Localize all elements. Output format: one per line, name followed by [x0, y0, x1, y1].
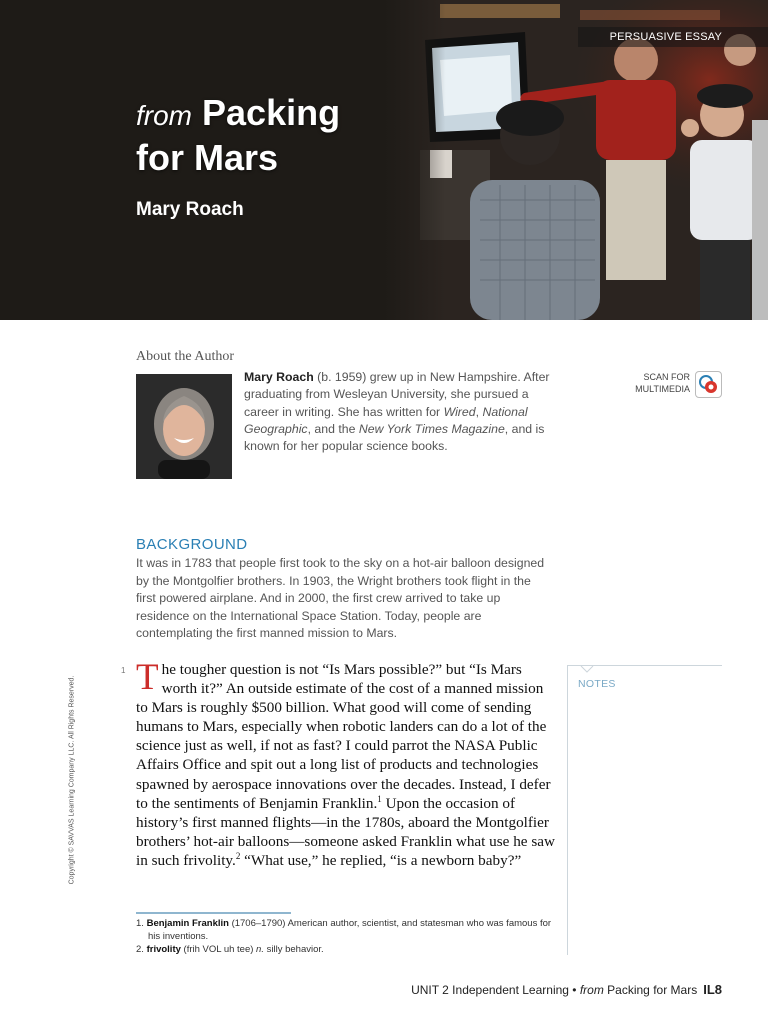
background-heading: BACKGROUND — [136, 536, 248, 553]
footnote-1 — [136, 917, 556, 943]
footnote-ref-1[interactable]: 1 — [377, 793, 382, 804]
title-from: from — [136, 100, 192, 131]
multimedia-scan-icon[interactable] — [695, 371, 722, 398]
footnote-1-num: 1. — [136, 918, 144, 929]
title-line2: for Mars — [136, 137, 279, 178]
about-author-text — [244, 369, 560, 455]
bio-wired: Wired — [443, 404, 476, 419]
background-text: It was in 1783 that people first took to the sky on a hot-air balloon designed by the Montgolfier brothers. In 1903, the Wright brothers took flight in the first powered airplane. And in 2000, the first crew arrived to take up residence on the International Space Station. Today, people are contemplating the first manned mission to Mars. — [136, 556, 545, 640]
author-name-bold: Mary Roach — [244, 370, 314, 384]
scan-label-line2: MULTIMEDIA — [635, 384, 690, 394]
essay-type-tag: PERSUASIVE ESSAY — [578, 27, 768, 47]
footer-unit: UNIT 2 Independent Learning • — [411, 983, 580, 997]
essay-text-1: he tougher question is not “Is Mars possible?” but “Is Mars worth it?” An outside estimate of the cost of a manned mission to Mars is roughly $500 billion. What good will come of sending humans to Mars, especially when robotic landers can do a lot of the science just as well, if not as fast? I could parrot the NASA Public Affairs Office and spit out a long list of products and technologies spawned by aerospace innovations over the decades. Instead, I defer to the sentiments of Benjamin Franklin. — [136, 661, 551, 812]
author-portrait — [136, 374, 232, 479]
page-title — [136, 92, 340, 179]
bio-sep-1: , — [475, 404, 483, 419]
title-main: Packing — [202, 92, 341, 133]
bio-part-2: , and is known for her popular science books. — [244, 421, 545, 454]
about-author-heading: About the Author — [136, 349, 234, 364]
footer-title: Packing for Mars — [603, 983, 698, 997]
hero-banner — [0, 0, 768, 320]
bio-nyt: New York Times Magazine — [358, 421, 505, 436]
paragraph-number: 1 — [121, 666, 126, 675]
footer-from: from — [579, 983, 604, 997]
mission-control-photo — [0, 0, 768, 320]
footnotes — [136, 917, 556, 956]
footnote-2 — [136, 943, 556, 956]
footnote-rule — [136, 912, 291, 914]
footnote-2-pron: (frih VOL uh tee) — [180, 944, 257, 955]
essay-paragraph — [136, 657, 556, 870]
notes-chevron-icon — [580, 665, 594, 673]
author-byline: Mary Roach — [136, 199, 244, 220]
footnote-2-pos: n. — [256, 944, 264, 955]
page-footer — [411, 982, 722, 997]
bio-part-1: (b. 1959) grew up in New Hampshire. After graduating from Wesleyan University, she pursued a career in writing. She has written for — [244, 370, 550, 419]
essay-text-2: Upon the occasion of history’s first manned flights—in the 1780s, aboard the Montgolfier brothers’ hot-air balloons—someone asked Franklin what use he saw in such frivolity. — [136, 794, 555, 869]
footnote-ref-2[interactable]: 2 — [235, 850, 241, 861]
footnote-2-detail: silly behavior. — [263, 944, 324, 955]
footnote-2-num: 2. — [136, 944, 144, 955]
footnote-1-detail: (1706–1790) American author, scientist, and statesman who was famous for his inventions. — [148, 918, 552, 942]
footnote-1-term: Benjamin Franklin — [146, 918, 229, 929]
drop-cap: T — [136, 657, 159, 698]
scan-label — [635, 371, 690, 395]
notes-left-rule — [567, 665, 568, 955]
bio-natgeo: National Geographic — [244, 404, 528, 436]
bio-sep-2: , and the — [307, 421, 359, 436]
footnote-2-term: frivolity — [146, 944, 181, 955]
essay-text-3: “What use,” he replied, “is a newborn baby?” — [240, 851, 522, 869]
copyright-notice: Copyright © SAVVAS Learning Company LLC. All Rights Reserved. — [68, 675, 76, 885]
notes-label: NOTES — [578, 678, 616, 690]
scan-for-multimedia[interactable] — [622, 371, 722, 399]
page-number: IL8 — [703, 982, 722, 997]
scan-label-line1: SCAN FOR — [643, 372, 690, 382]
